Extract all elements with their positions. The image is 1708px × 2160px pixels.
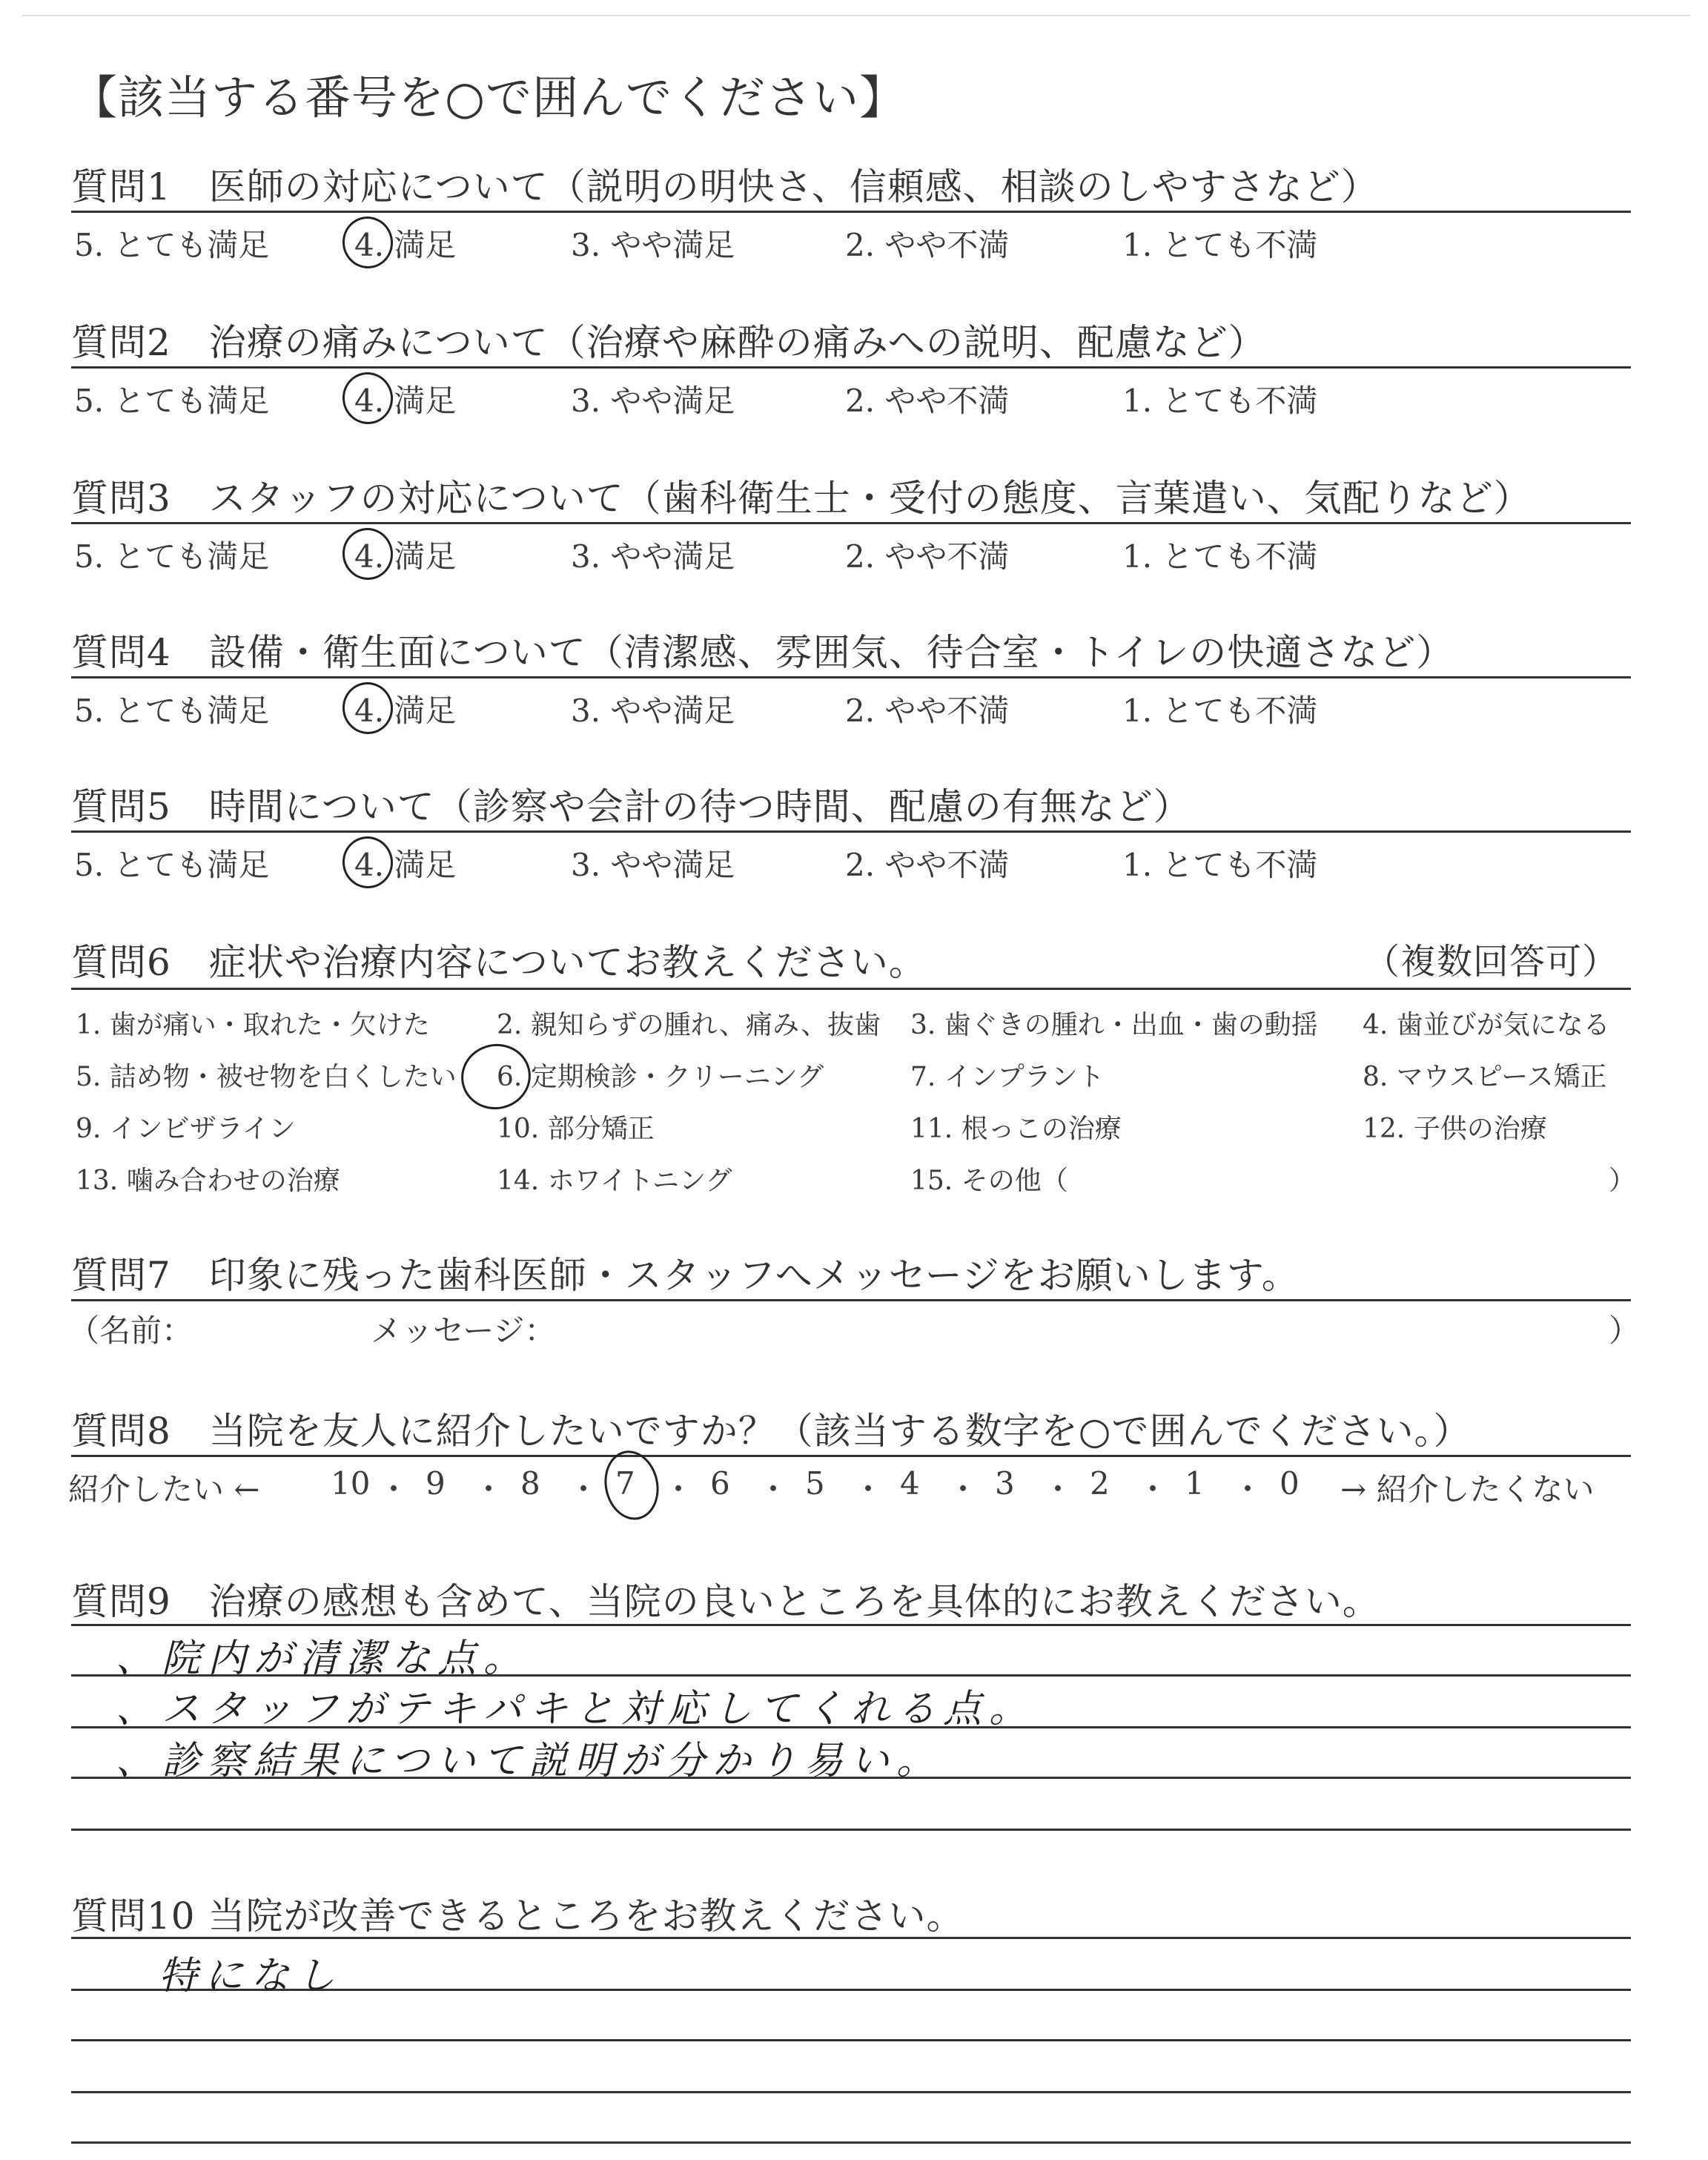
q6-option[interactable]: 9. インビザライン: [76, 1114, 296, 1144]
question-2-option[interactable]: 5. とても満足: [74, 383, 270, 419]
q7-close: ）: [1609, 1312, 1641, 1349]
question-5-rule: [71, 830, 1631, 833]
question-1-option[interactable]: 1. とても不満: [1122, 227, 1318, 263]
q10-handwritten-answer: 特になし: [159, 1954, 343, 1998]
question-1-option[interactable]: 3. やや満足: [571, 227, 735, 263]
question-1-option[interactable]: 4. 満足: [354, 227, 457, 263]
q8-value[interactable]: 5: [805, 1465, 825, 1502]
question-5-option[interactable]: 5. とても満足: [74, 847, 270, 883]
q6-option[interactable]: 5. 詰め物・被せ物を白くしたい: [76, 1062, 457, 1092]
q7-name-label: （名前：: [68, 1312, 193, 1349]
q8-label: 質問8 当院を友人に紹介したいですか？（該当する数字を○で囲んでください。）: [71, 1410, 1472, 1453]
question-3-label: 質問3 スタッフの対応について（歯科衛生士・受付の態度、言葉遣い、気配りなど）: [71, 477, 1532, 520]
question-5-option[interactable]: 3. やや満足: [571, 847, 735, 883]
q6-option[interactable]: 10. 部分矯正: [497, 1114, 655, 1144]
q6-note: （複数回答可）: [1364, 941, 1619, 982]
question-5-option[interactable]: 2. やや不満: [845, 847, 1010, 883]
q9-answer-line: [71, 1829, 1631, 1831]
q9-handwritten-answer: 、スタッフがテキパキと対応してくれる点。: [116, 1687, 1036, 1731]
q8-selection-circle: [598, 1446, 665, 1525]
q9-handwritten-answer: 、院内が清潔な点。: [116, 1636, 530, 1681]
question-4-option[interactable]: 2. やや不満: [845, 693, 1010, 729]
question-1-label: 質問1 医師の対応について（説明の明快さ、信頼感、相談のしやすさなど）: [71, 165, 1379, 208]
q8-separator-dot: ・: [663, 1471, 695, 1507]
q7-rule: [71, 1299, 1631, 1301]
question-2-option[interactable]: 2. やや不満: [845, 383, 1010, 419]
q6-rule: [71, 988, 1631, 990]
question-3-option[interactable]: 3. やや満足: [571, 538, 735, 575]
scan-top-edge: [22, 15, 1690, 16]
q6-option[interactable]: 1. 歯が痛い・取れた・欠けた: [76, 1010, 430, 1040]
q9-handwritten-answer: 、診察結果について説明が分かり易い。: [116, 1739, 942, 1783]
q8-separator-dot: ・: [1232, 1471, 1264, 1507]
question-5-option[interactable]: 1. とても不満: [1122, 847, 1318, 883]
q8-value[interactable]: 9: [426, 1465, 446, 1502]
q8-separator-dot: ・: [853, 1471, 884, 1507]
question-3-rule: [71, 522, 1631, 524]
question-1-option[interactable]: 2. やや不満: [845, 227, 1010, 263]
question-3-option[interactable]: 5. とても満足: [74, 538, 270, 575]
question-4-option[interactable]: 1. とても不満: [1122, 693, 1318, 729]
q9-answer-line: [71, 1624, 1631, 1626]
question-2-rule: [71, 366, 1631, 369]
question-4-rule: [71, 676, 1631, 678]
q8-value[interactable]: 3: [995, 1465, 1015, 1502]
q6-selection-circle: [455, 1037, 537, 1116]
question-2-option[interactable]: 3. やや満足: [571, 383, 735, 419]
q9-label: 質問9 治療の感想も含めて、当院の良いところを具体的にお教えください。: [71, 1580, 1380, 1623]
page-title: 【該当する番号を○で囲んでください】: [71, 70, 907, 125]
q6-option[interactable]: ）: [1609, 1166, 1636, 1196]
question-4-option[interactable]: 5. とても満足: [74, 693, 270, 729]
q8-value[interactable]: 6: [710, 1465, 730, 1502]
q8-separator-dot: ・: [758, 1471, 790, 1507]
q6-option[interactable]: 2. 親知らずの腫れ、痛み、抜歯: [497, 1010, 881, 1040]
question-1-option[interactable]: 5. とても満足: [74, 227, 270, 263]
question-5-label: 質問5 時間について（診察や会計の待つ時間、配慮の有無など）: [71, 785, 1191, 828]
q6-option[interactable]: 14. ホワイトニング: [497, 1166, 732, 1196]
q8-separator-dot: ・: [1042, 1471, 1074, 1507]
q10-label: 質問10 当院が改善できるところをお教えください。: [71, 1895, 964, 1938]
question-5-option[interactable]: 4. 満足: [354, 847, 457, 883]
q8-value[interactable]: 0: [1280, 1465, 1300, 1502]
question-2-label: 質問2 治療の痛みについて（治療や麻酔の痛みへの説明、配慮など）: [71, 321, 1266, 364]
q6-option[interactable]: 7. インプラント: [910, 1062, 1105, 1092]
q8-separator-dot: ・: [1137, 1471, 1169, 1507]
q6-option[interactable]: 15. その他（: [910, 1166, 1068, 1196]
q8-separator-dot: ・: [568, 1471, 600, 1507]
q8-right-label: → 紹介したくない: [1340, 1471, 1595, 1507]
q10-answer-line: [71, 1937, 1631, 1939]
q8-value[interactable]: 10: [331, 1465, 371, 1502]
q8-value[interactable]: 4: [900, 1465, 920, 1502]
q10-answer-line: [71, 2039, 1631, 2041]
q10-answer-line: [71, 2141, 1631, 2144]
q8-value[interactable]: 7: [615, 1465, 635, 1502]
q6-label: 質問6 症状や治療内容についてお教えください。: [71, 941, 927, 984]
q8-separator-dot: ・: [947, 1471, 979, 1507]
q8-separator-dot: ・: [473, 1471, 505, 1507]
q6-option[interactable]: 3. 歯ぐきの腫れ・出血・歯の動揺: [910, 1010, 1318, 1040]
q7-message-label: メッセージ：: [371, 1312, 556, 1349]
q8-value[interactable]: 1: [1185, 1465, 1205, 1502]
question-3-option[interactable]: 2. やや不満: [845, 538, 1010, 575]
q8-value[interactable]: 8: [520, 1465, 540, 1502]
question-2-option[interactable]: 4. 満足: [354, 383, 457, 419]
question-4-option[interactable]: 3. やや満足: [571, 693, 735, 729]
question-3-option[interactable]: 1. とても不満: [1122, 538, 1318, 575]
question-1-rule: [71, 211, 1631, 213]
q6-option[interactable]: 13. 噛み合わせの治療: [76, 1166, 340, 1196]
q7-label: 質問7 印象に残った歯科医師・スタッフへメッセージをお願いします。: [71, 1254, 1300, 1297]
question-2-option[interactable]: 1. とても不満: [1122, 383, 1318, 419]
q6-option[interactable]: 6. 定期検診・クリーニング: [497, 1062, 824, 1092]
q6-option[interactable]: 8. マウスピース矯正: [1363, 1062, 1607, 1092]
q10-answer-line: [71, 2091, 1631, 2093]
q8-rule: [71, 1455, 1631, 1457]
q6-option[interactable]: 11. 根っこの治療: [910, 1114, 1122, 1144]
q6-option[interactable]: 4. 歯並びが気になる: [1363, 1010, 1610, 1040]
q8-separator-dot: ・: [378, 1471, 410, 1507]
q8-left-label: 紹介したい ←: [68, 1471, 260, 1507]
q6-option[interactable]: 12. 子供の治療: [1363, 1114, 1547, 1144]
question-4-option[interactable]: 4. 満足: [354, 693, 457, 729]
question-4-label: 質問4 設備・衛生面について（清潔感、雰囲気、待合室・トイレの快適さなど）: [71, 631, 1454, 674]
question-3-option[interactable]: 4. 満足: [354, 538, 457, 575]
q8-value[interactable]: 2: [1090, 1465, 1110, 1502]
